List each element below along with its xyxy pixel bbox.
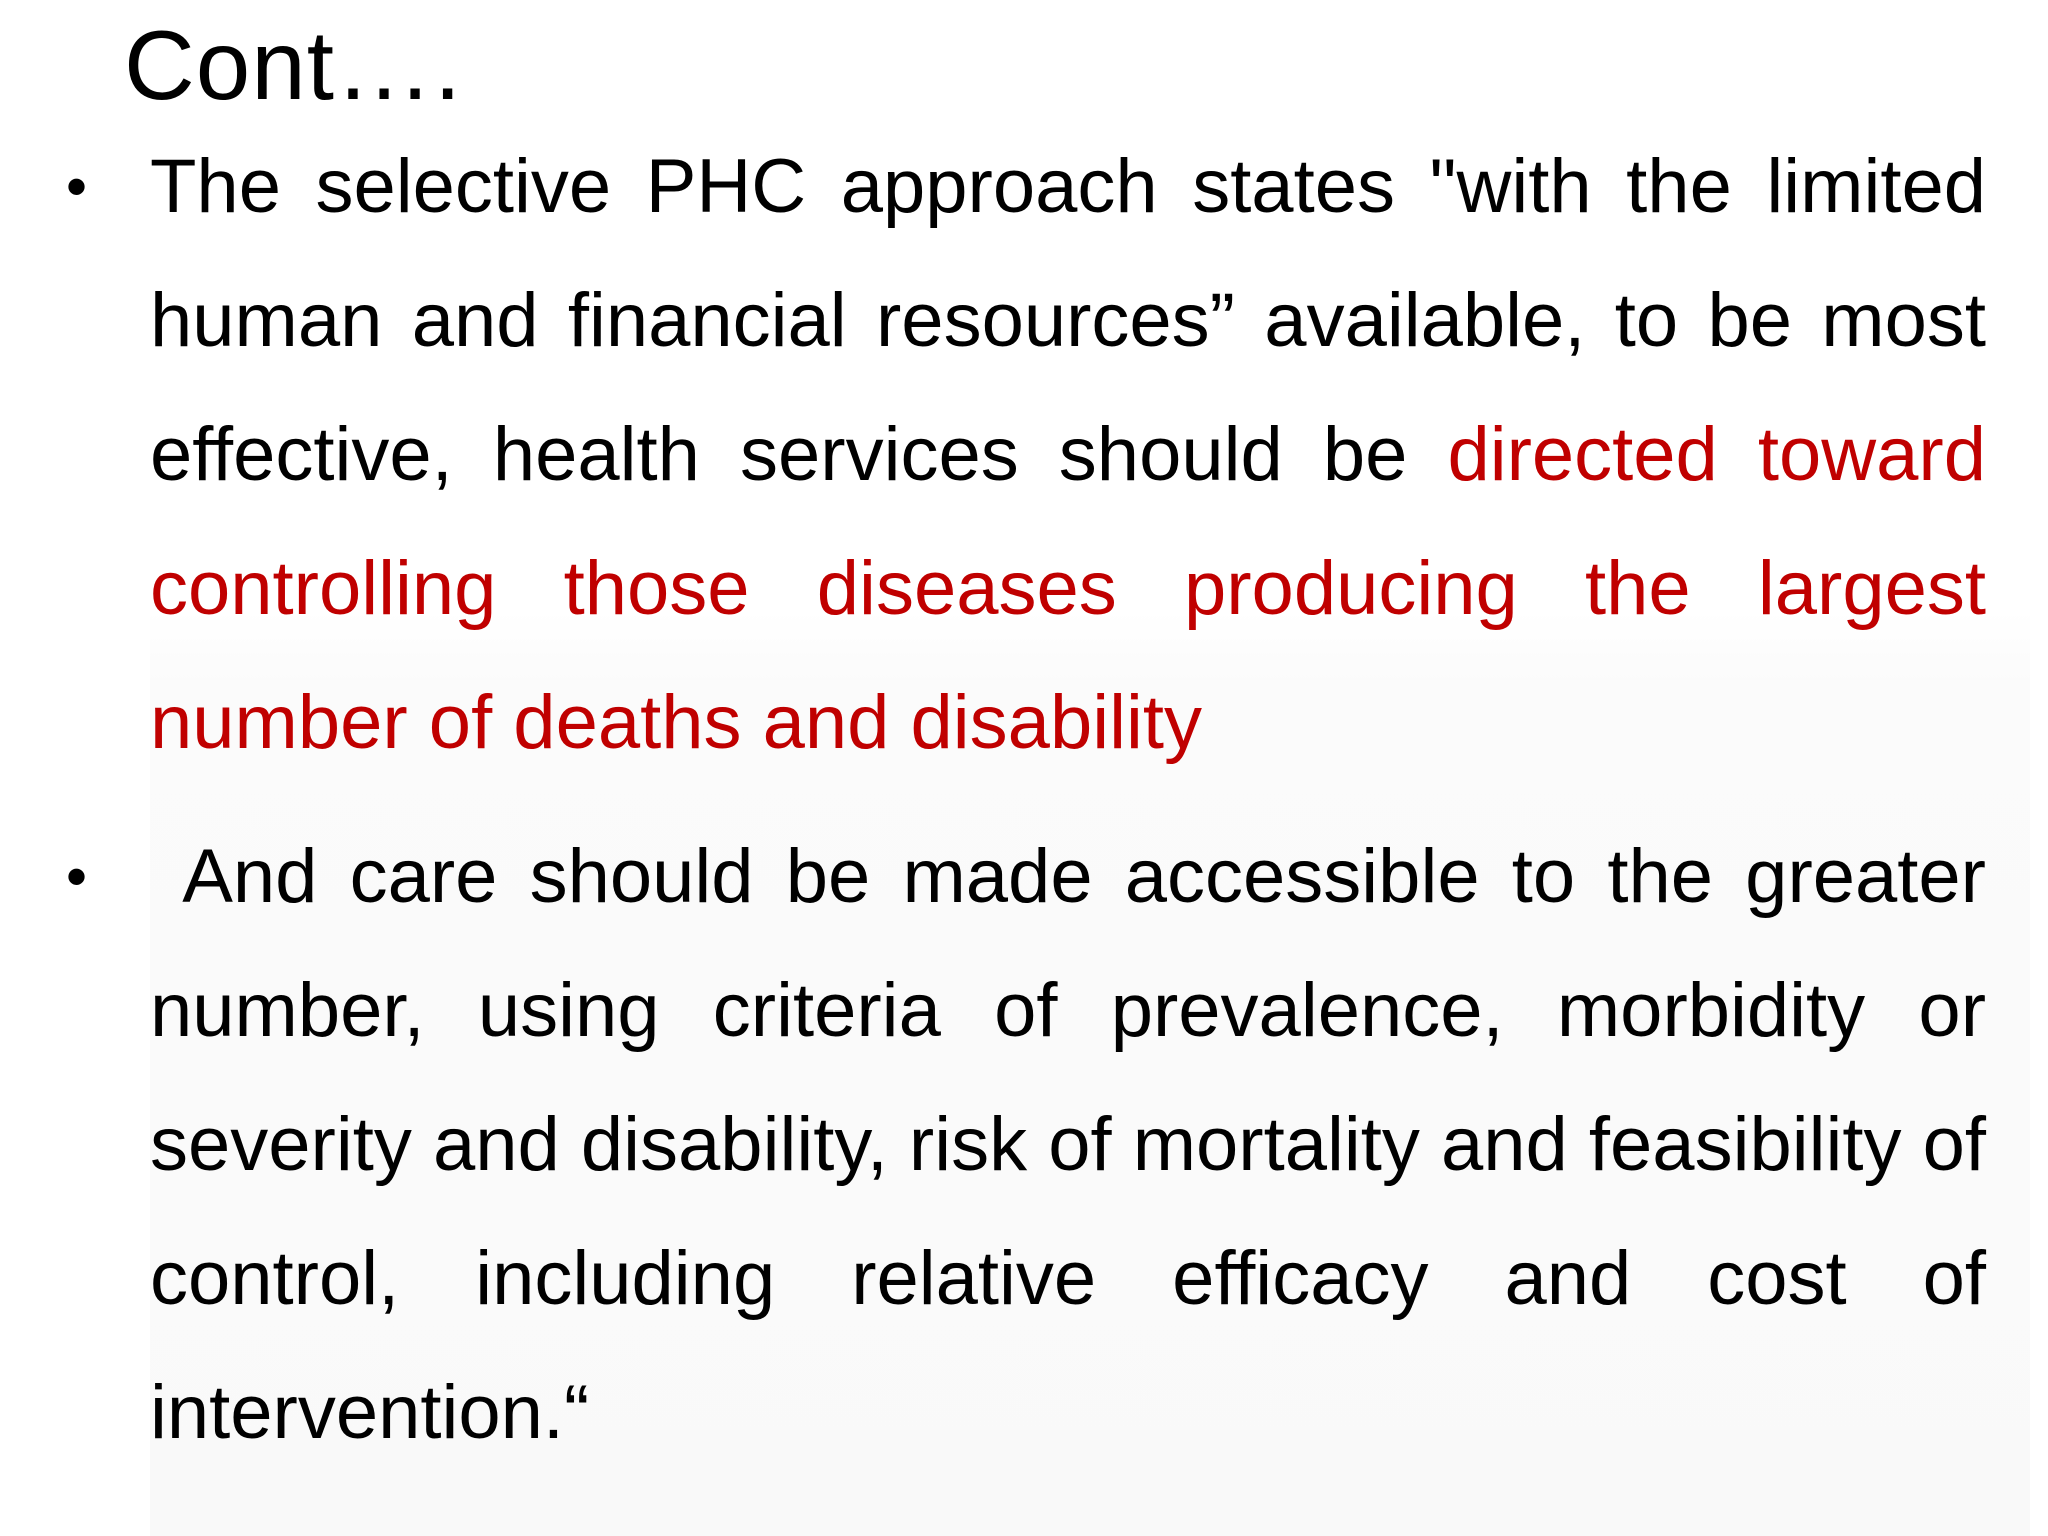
bullet-text: And care should be made accessible to the greater number, using criteria of prevalence, morbidity or severity and disability, risk of mortality and feasibility of control, including relative efficacy and cost of intervention.“ — [150, 834, 2008, 1455]
bullet-text: The selective PHC approach states "with the limited human and financial resources” available, to be most effective, health services should be — [150, 144, 1986, 497]
bullet-marker: • — [66, 843, 88, 910]
bullet-item — [66, 810, 2008, 1480]
bullet-marker: • — [66, 153, 88, 220]
slide-title: Cont…. — [124, 10, 463, 120]
highlighted-text: directed toward controlling those diseases producing the largest number of deaths and disability — [150, 412, 1987, 765]
bullet-item — [66, 120, 1987, 790]
